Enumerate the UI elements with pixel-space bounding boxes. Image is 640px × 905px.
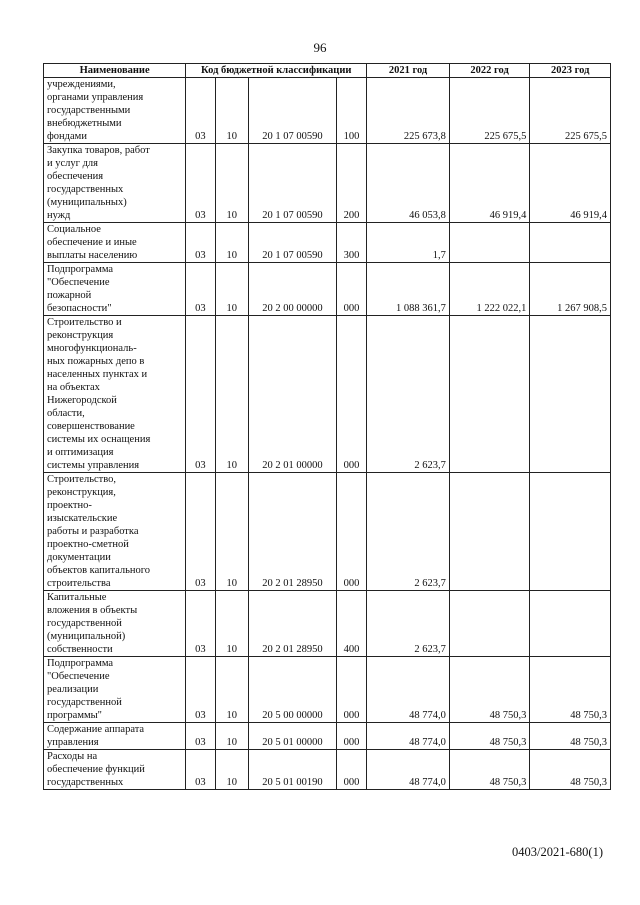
cell-v2022: 48 750,3 (449, 657, 530, 723)
cell-v2023 (530, 223, 611, 263)
cell-v2021: 2 623,7 (367, 316, 450, 473)
cell-name: Подпрограмма "Обеспечение реализации государственной программы" (44, 657, 186, 723)
cell-c4: 300 (336, 223, 366, 263)
cell-v2023 (530, 473, 611, 591)
cell-c1: 03 (186, 78, 215, 144)
cell-c4: 400 (336, 591, 366, 657)
cell-v2022: 225 675,5 (449, 78, 530, 144)
cell-v2022: 1 222 022,1 (449, 263, 530, 316)
cell-v2023: 225 675,5 (530, 78, 611, 144)
cell-c4: 100 (336, 78, 366, 144)
cell-c3: 20 1 07 00590 (249, 78, 337, 144)
cell-c1: 03 (186, 657, 215, 723)
cell-v2023 (530, 591, 611, 657)
cell-v2023: 48 750,3 (530, 657, 611, 723)
cell-name: Строительство и реконструкция многофункциональ- ных пожарных депо в населенных пунктах и на объектах Нижегородской области, совершенствование системы их оснащения и оптимизация системы управления (44, 316, 186, 473)
cell-c3: 20 5 00 00000 (249, 657, 337, 723)
cell-c2: 10 (215, 144, 248, 223)
cell-c2: 10 (215, 750, 248, 790)
header-name: Наименование (44, 64, 186, 78)
cell-c2: 10 (215, 591, 248, 657)
table-row (44, 750, 611, 790)
cell-c4: 000 (336, 657, 366, 723)
cell-name: Закупка товаров, работ и услуг для обеспечения государственных (муниципальных) нужд (44, 144, 186, 223)
cell-name: Капитальные вложения в объекты государственной (муниципальной) собственности (44, 591, 186, 657)
cell-v2023: 46 919,4 (530, 144, 611, 223)
cell-c1: 03 (186, 144, 215, 223)
cell-v2022: 48 750,3 (449, 723, 530, 750)
cell-v2022 (449, 223, 530, 263)
cell-c4: 000 (336, 263, 366, 316)
cell-v2023 (530, 316, 611, 473)
table-row (44, 78, 611, 144)
cell-c1: 03 (186, 750, 215, 790)
cell-c4: 000 (336, 723, 366, 750)
table-row (44, 473, 611, 591)
cell-v2023: 48 750,3 (530, 723, 611, 750)
header-2021: 2021 год (367, 64, 450, 78)
cell-c3: 20 1 07 00590 (249, 223, 337, 263)
cell-c3: 20 2 01 28950 (249, 473, 337, 591)
header-2022: 2022 год (449, 64, 530, 78)
cell-v2021: 48 774,0 (367, 723, 450, 750)
cell-c3: 20 2 00 00000 (249, 263, 337, 316)
budget-table (43, 63, 611, 790)
cell-v2021: 2 623,7 (367, 473, 450, 591)
cell-c4: 200 (336, 144, 366, 223)
cell-name: Содержание аппарата управления (44, 723, 186, 750)
cell-name: учреждениями, органами управления государственными внебюджетными фондами (44, 78, 186, 144)
cell-c1: 03 (186, 591, 215, 657)
table-row (44, 263, 611, 316)
cell-v2023: 1 267 908,5 (530, 263, 611, 316)
cell-c4: 000 (336, 316, 366, 473)
cell-v2021: 48 774,0 (367, 657, 450, 723)
cell-c3: 20 1 07 00590 (249, 144, 337, 223)
cell-name: Строительство, реконструкция, проектно- изыскательские работы и разработка проектно-сметной документации объектов капитального строительства (44, 473, 186, 591)
cell-c3: 20 5 01 00190 (249, 750, 337, 790)
cell-v2021: 1,7 (367, 223, 450, 263)
cell-c1: 03 (186, 316, 215, 473)
table-header-row (44, 64, 611, 78)
cell-v2023: 48 750,3 (530, 750, 611, 790)
cell-v2022: 48 750,3 (449, 750, 530, 790)
table-row (44, 591, 611, 657)
cell-v2021: 2 623,7 (367, 591, 450, 657)
cell-c2: 10 (215, 723, 248, 750)
cell-v2021: 225 673,8 (367, 78, 450, 144)
cell-c2: 10 (215, 263, 248, 316)
cell-c4: 000 (336, 473, 366, 591)
cell-c1: 03 (186, 473, 215, 591)
cell-c3: 20 5 01 00000 (249, 723, 337, 750)
table-row (44, 144, 611, 223)
cell-v2022 (449, 473, 530, 591)
cell-name: Расходы на обеспечение функций государственных (44, 750, 186, 790)
cell-c3: 20 2 01 00000 (249, 316, 337, 473)
header-2023: 2023 год (530, 64, 611, 78)
document-code: 0403/2021-680(1) (512, 845, 603, 859)
table-row (44, 657, 611, 723)
cell-name: Социальное обеспечение и иные выплаты населению (44, 223, 186, 263)
cell-c3: 20 2 01 28950 (249, 591, 337, 657)
cell-c2: 10 (215, 473, 248, 591)
cell-c4: 000 (336, 750, 366, 790)
cell-c1: 03 (186, 263, 215, 316)
cell-v2022: 46 919,4 (449, 144, 530, 223)
table-row (44, 223, 611, 263)
cell-c1: 03 (186, 223, 215, 263)
cell-v2021: 48 774,0 (367, 750, 450, 790)
header-code: Код бюджетной классификации (186, 64, 367, 78)
cell-v2021: 1 088 361,7 (367, 263, 450, 316)
table-row (44, 316, 611, 473)
cell-c2: 10 (215, 657, 248, 723)
cell-v2022 (449, 316, 530, 473)
table-row (44, 723, 611, 750)
page-number: 96 (313, 40, 327, 55)
cell-v2022 (449, 591, 530, 657)
cell-c1: 03 (186, 723, 215, 750)
cell-v2021: 46 053,8 (367, 144, 450, 223)
cell-c2: 10 (215, 78, 248, 144)
cell-name: Подпрограмма "Обеспечение пожарной безопасности" (44, 263, 186, 316)
cell-c2: 10 (215, 316, 248, 473)
cell-c2: 10 (215, 223, 248, 263)
